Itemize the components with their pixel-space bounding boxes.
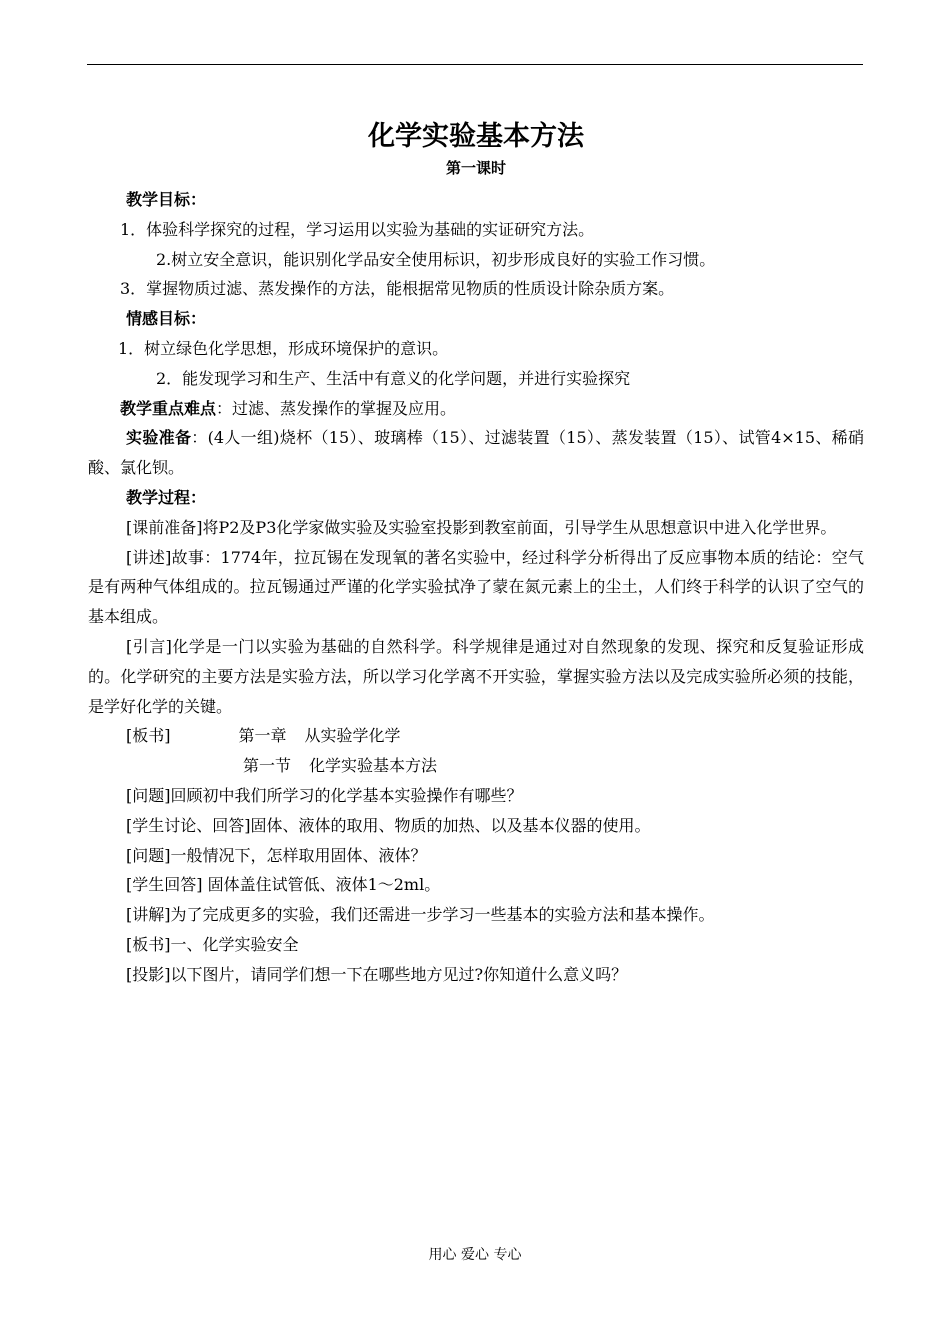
chapter-title: 从实验学化学 xyxy=(304,726,401,746)
process-heading: 教学过程： xyxy=(126,487,207,507)
projection-line: [投影]以下图片，请同学们想一下在哪些地方见过?你知道什么意义吗？ xyxy=(126,964,628,984)
before-class-paragraph: [课前准备]将P2及P3化学家做实验及实验室投影到教室前面，引导学生从思想意识中进入化学世界。 xyxy=(126,517,837,537)
answer-2: [学生回答] 固体盖住试管低、液体1～2ml。 xyxy=(126,875,441,895)
board-safety-line: [板书]一、化学实验安全 xyxy=(126,934,299,954)
explanation-line: [讲解]为了完成更多的实验，我们还需进一步学习一些基本的实验方法和基本操作。 xyxy=(126,905,715,925)
preparation-text: ：(4人一组)烧杯（15）、玻璃棒（15）、过滤装置（15）、蒸发装置（15）、试管4×15、稀硝酸、氯化钡。 xyxy=(88,428,864,478)
document-body xyxy=(88,118,864,990)
board-chapter-line xyxy=(88,721,864,751)
key-points-line xyxy=(88,394,864,424)
goal-item-3: 3．掌握物质过滤、蒸发操作的方法，能根据常见物质的性质设计除杂质方案。 xyxy=(120,279,675,299)
lecture-story-paragraph: [讲述]故事：1774年，拉瓦锡在发现氧的著名实验中，经过科学分析得出了反应事物本质的结论：空气是有两种气体组成的。拉瓦锡通过严谨的化学实验拭净了蒙在氮元素上的尘土，人们终于科学的认识了空气的基本组成。 xyxy=(88,547,864,627)
goal-item-2: 2.树立安全意识，能识别化学品安全使用标识，初步形成良好的实验工作习惯。 xyxy=(156,249,716,269)
answer-1: [学生讨论、回答]固体、液体的取用、物质的加热、以及基本仪器的使用。 xyxy=(126,815,651,835)
page-footer: 用心 爱心 专心 xyxy=(428,1247,522,1263)
preparation-label: 实验准备 xyxy=(126,428,192,448)
introduction-paragraph: [引言]化学是一门以实验为基础的自然科学。科学规律是通过对自然现象的发现、探究和反复验证形成的。化学研究的主要方法是实验方法，所以学习化学离不开实验，掌握实验方法以及完成实验所必须的技能，是学好化学的关键。 xyxy=(88,636,864,716)
emotion-item-2: 2．能发现学习和生产、生活中有意义的化学问题，并进行实验探究 xyxy=(156,368,631,388)
preparation-paragraph xyxy=(88,423,864,483)
document-title: 化学实验基本方法 xyxy=(368,121,584,152)
question-2: [问题]一般情况下，怎样取用固体、液体？ xyxy=(126,845,427,865)
key-points-label: 教学重点难点 xyxy=(120,398,217,418)
key-points-text: ：过滤、蒸发操作的掌握及应用。 xyxy=(216,398,457,418)
goal-item-1: 1．体验科学探究的过程，学习运用以实验为基础的实证研究方法。 xyxy=(120,219,595,239)
board-section-line xyxy=(88,751,864,781)
section-number: 第一节 xyxy=(243,756,292,776)
lesson-period: 第一课时 xyxy=(445,159,506,177)
board-label: [板书] xyxy=(126,726,171,746)
teaching-goals-heading: 教学目标： xyxy=(126,190,207,209)
section-title: 化学实验基本方法 xyxy=(309,756,438,776)
chapter-number: 第一章 xyxy=(238,726,287,746)
question-1: [问题]回顾初中我们所学习的化学基本实验操作有哪些？ xyxy=(126,785,523,805)
emotion-item-1: 1．树立绿色化学思想，形成环境保护的意识。 xyxy=(118,338,449,358)
emotion-goals-heading: 情感目标： xyxy=(126,309,207,329)
header-rule xyxy=(87,64,863,65)
